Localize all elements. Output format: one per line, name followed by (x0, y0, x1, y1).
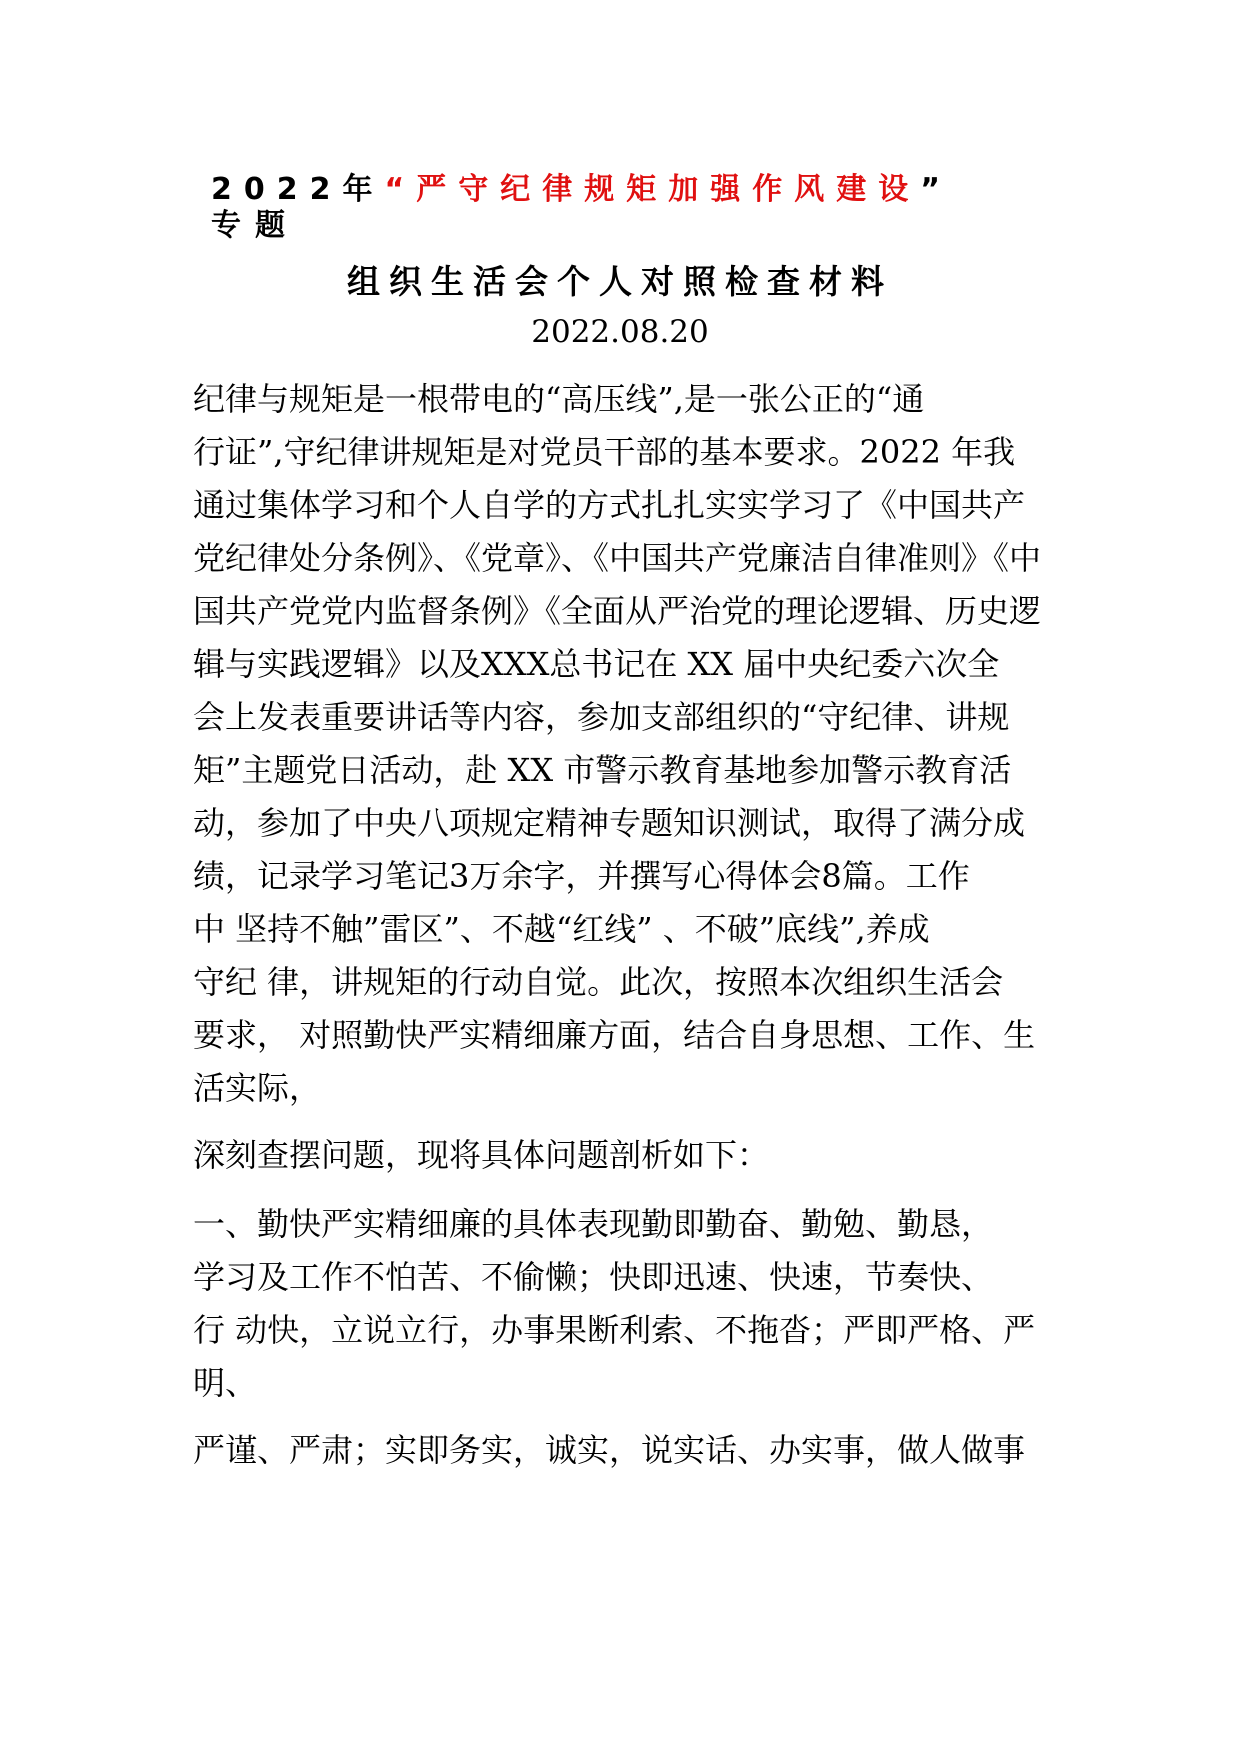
title-prefix: 2022年 (211, 172, 385, 207)
body-line: 学习及工作不怕苦、不偷懒；快即迅速、快速，节奏快、 (193, 1258, 994, 1296)
body-line: 中 坚持不触”雷区”、不越“红线” 、不破”底线”,养成 (193, 910, 930, 948)
document-date: 2022.08.20 (531, 314, 709, 350)
body-line: 要求， 对照勤快严实精细廉方面，结合自身思想、工作、生 (193, 1016, 1036, 1054)
body-line: 矩”主题党日活动，赴 XX 市警示教育基地参加警示教育活 (193, 751, 1012, 789)
body-line: 动，参加了中央八项规定精神专题知识测试，取得了满分成 (193, 804, 1026, 842)
document-title-line2: 专题 (211, 208, 299, 243)
document-title (211, 164, 952, 208)
document-subtitle: 组织生活会个人对照检查材料 (347, 262, 893, 301)
body-line: 会上发表重要讲话等内容，参加支部组织的“守纪律、讲规 (193, 698, 1010, 736)
body-line: 国共产党党内监督条例》《全面从严治党的理论逻辑、历史逻 (193, 592, 1042, 630)
body-line: 行 动快，立说立行，办事果断利索、不拖沓；严即严格、严 (193, 1311, 1036, 1349)
title-highlight: “严守纪律规矩加强作风建设 (384, 172, 921, 207)
body-line: 活实际， (193, 1069, 322, 1107)
body-line: 绩，记录学习笔记3万余字，并撰写心得体会8篇。工作 (193, 857, 970, 895)
body-line: 行证”,守纪律讲规矩是对党员干部的基本要求。2022 年我 (193, 433, 1016, 471)
title-suffix: ” (920, 172, 952, 207)
body-line: 纪律与规矩是一根带电的“高压线”,是一张公正的“通 (193, 380, 925, 418)
body-line: 辑与实践逻辑》以及XXX总书记在 XX 届中央纪委六次全 (193, 645, 1000, 683)
body-line: 一、勤快严实精细廉的具体表现勤即勤奋、勤勉、勤恳， (193, 1205, 994, 1243)
body-line: 明、 (193, 1364, 258, 1402)
body-line: 严谨、严肃；实即务实，诚实，说实话、办实事，做人做事 (193, 1431, 1026, 1469)
body-line: 深刻查摆问题，现将具体问题剖析如下： (193, 1136, 770, 1174)
body-line: 守纪 律，讲规矩的行动自觉。此次，按照本次组织生活会 (193, 963, 1004, 1001)
body-line: 党纪律处分条例》、《党章》、《中国共产党廉洁自律准则》《中 (193, 539, 1042, 577)
body-line: 通过集体学习和个人自学的方式扎扎实实学习了《中国共产 (193, 486, 1026, 524)
